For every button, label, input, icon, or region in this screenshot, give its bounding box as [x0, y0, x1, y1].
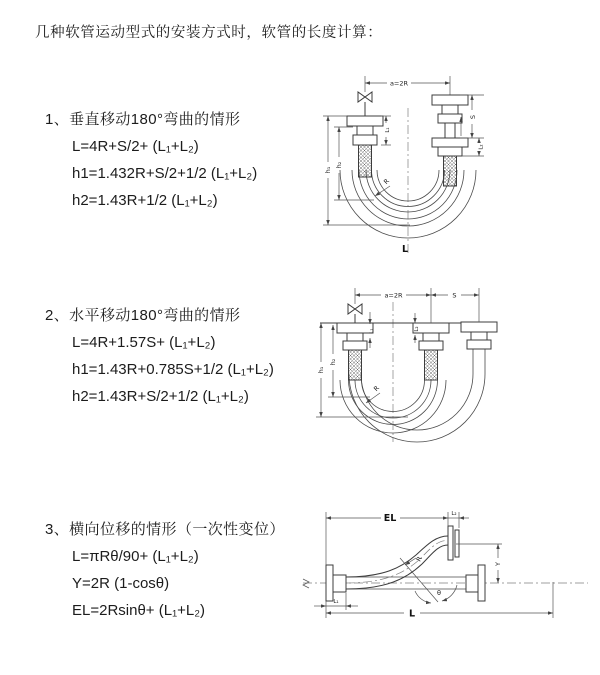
dim-label-h1: h₁	[324, 166, 332, 174]
upper-displaced-flange	[448, 526, 459, 560]
section-vertical-move	[45, 108, 310, 219]
braided-hose	[425, 350, 438, 380]
axis-break-mark	[303, 579, 309, 588]
dim-label-a2r: a=2R	[384, 291, 403, 300]
dim-l1	[369, 312, 375, 348]
dim-label-l2: L₂	[414, 326, 420, 332]
dim-label-h2: h₂	[335, 161, 343, 169]
dim-label-l1: L₁	[369, 328, 375, 334]
formula-line: Y=2R (1-cosθ)	[72, 575, 170, 592]
dim-l1	[314, 593, 358, 610]
formula-line: L=4R+1.57S+ (L₁+L₂)	[72, 334, 216, 351]
formula-line: h2=1.43R+S/2+1/2 (L₁+L₂)	[72, 388, 249, 405]
dim-label-s: S	[452, 291, 457, 300]
left-fitting	[347, 116, 383, 145]
left-fitting	[337, 323, 373, 350]
dim-label-r: R	[372, 384, 382, 394]
dim-label-l2: L₂	[451, 511, 457, 517]
dim-label-y: Y	[494, 562, 502, 566]
formula-line: h1=1.432R+S/2+1/2 (L₁+L₂)	[72, 165, 258, 182]
dim-l2	[448, 511, 469, 528]
diagram-lateral-displacement	[298, 498, 598, 653]
radius-leader	[366, 393, 380, 403]
dim-a2r	[365, 80, 450, 88]
formula-line: L=πRθ/90+ (L₁+L₂)	[72, 548, 199, 565]
angle-arc-arrow	[442, 585, 457, 601]
section-horizontal-move	[45, 304, 310, 415]
dim-label-el: EL	[383, 513, 397, 524]
dim-a2r	[355, 288, 479, 323]
dim-label-l1: L₁	[333, 599, 339, 605]
diagram-vertical-180-bend	[298, 70, 593, 265]
formula-line: h1=1.43R+0.785S+1/2 (L₁+L₂)	[72, 361, 274, 378]
braided-hose	[444, 156, 457, 186]
section-heading: 2、水平移动180°弯曲的情形	[45, 307, 241, 324]
dim-label-h2: h₂	[329, 358, 337, 366]
angle-reference-line	[400, 558, 438, 602]
dim-label-l: L	[401, 244, 409, 255]
section-heading: 1、垂直移动180°弯曲的情形	[45, 111, 241, 128]
right-phantom-fitting	[466, 565, 485, 601]
dim-el	[326, 512, 448, 565]
diagram-horizontal-180-bend	[298, 282, 593, 457]
valve-icon	[358, 92, 372, 102]
formula-line: L=4R+S/2+ (L₁+L₂)	[72, 138, 199, 155]
dim-label-l2: L₂	[478, 144, 485, 150]
right-fitting	[461, 322, 497, 349]
dim-label-r: R	[414, 555, 424, 563]
formula-line: EL=2Rsinθ+ (L₁+L₂)	[72, 602, 206, 619]
dim-l	[326, 582, 553, 620]
angle-arc-arrow	[415, 591, 431, 603]
dim-l2	[414, 313, 420, 343]
dim-label-l1: L₁	[385, 127, 391, 133]
dim-label-l: L	[408, 608, 416, 620]
braided-hose	[349, 350, 362, 380]
right-fitting	[432, 76, 468, 156]
dim-label-r: R	[382, 177, 392, 187]
dim-label-a2r: a=2R	[389, 79, 409, 88]
hose-displaced-curve	[346, 536, 448, 589]
valve-icon	[348, 304, 362, 314]
dim-label-h1: h₁	[317, 366, 325, 374]
dim-label-s: S	[469, 114, 477, 120]
dim-label-theta: θ	[437, 589, 441, 597]
formula-line: h2=1.43R+1/2 (L₁+L₂)	[72, 192, 218, 209]
left-fitting	[326, 565, 346, 601]
page-title: 几种软管运动型式的安装方式时，软管的长度计算：	[35, 25, 383, 41]
section-heading: 3、横向位移的情形（一次性变位）	[45, 521, 285, 538]
braided-hose	[359, 145, 372, 177]
section-lateral-displacement	[45, 518, 310, 629]
